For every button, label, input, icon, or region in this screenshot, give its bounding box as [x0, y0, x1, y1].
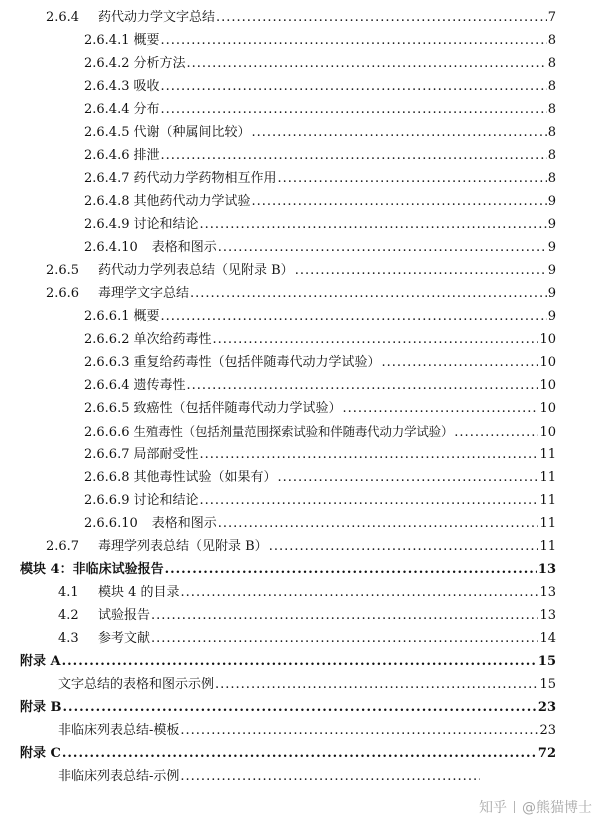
toc-entry-module-4[interactable]	[0, 558, 600, 581]
toc-leader	[63, 696, 537, 719]
toc-number: 2.6.4.2	[84, 56, 130, 71]
toc-entry-appendix-a-sub[interactable]	[0, 673, 600, 696]
toc-entry-appendix-b[interactable]	[0, 696, 600, 719]
watermark-site: 知乎	[479, 800, 507, 816]
toc-leader	[213, 328, 539, 351]
toc-page: 10	[539, 425, 556, 440]
toc-leader	[187, 374, 539, 397]
toc-title: 模块 4：非临床试验报告	[20, 562, 164, 577]
toc-leader	[161, 305, 547, 328]
toc-number: 2.6.4	[46, 10, 80, 25]
toc-entry-2-6-6-1[interactable]	[0, 305, 600, 328]
toc-leader	[200, 443, 539, 466]
toc-page: 15	[537, 654, 556, 669]
toc-page: 9	[547, 309, 556, 324]
toc-title: 代谢（种属间比较）	[133, 125, 251, 140]
toc-title: 表格和图示	[151, 240, 217, 255]
toc-title: 概要	[133, 33, 160, 48]
toc-number: 2.6.6.6	[84, 425, 130, 440]
toc-leader	[200, 213, 547, 236]
toc-page: 23	[537, 700, 556, 715]
toc-leader	[252, 121, 547, 144]
toc-leader	[62, 650, 537, 673]
toc-page: 8	[547, 171, 556, 186]
toc-page: 8	[547, 79, 556, 94]
toc-number: 2.6.6.3	[84, 355, 130, 370]
toc-page: 11	[539, 470, 556, 485]
toc-leader	[180, 719, 538, 742]
toc-title: 表格和图示	[151, 516, 217, 531]
toc-title: 吸收	[133, 79, 160, 94]
toc-entry-2-6-6-9[interactable]	[0, 489, 600, 512]
toc-entry-2-6-7[interactable]	[0, 535, 600, 558]
toc-title: 重复给药毒性（包括伴随毒代动力学试验）	[133, 355, 381, 370]
toc-page: 8	[547, 102, 556, 117]
toc-number: 2.6.4.6	[84, 148, 130, 163]
toc-entry-2-6-6-3[interactable]	[0, 351, 600, 374]
toc-page: 8	[547, 33, 556, 48]
toc-page: 72	[537, 746, 556, 761]
toc-title: 遗传毒性	[133, 378, 186, 393]
toc-page: 11	[539, 516, 556, 531]
toc-title: 附录 C	[20, 746, 61, 761]
toc-page: 15	[539, 677, 556, 692]
toc-entry-2-6-4-1[interactable]	[0, 29, 600, 52]
toc-page: 7	[547, 10, 556, 25]
toc-leader	[151, 627, 538, 650]
toc-entry-2-6-6-5[interactable]	[0, 397, 600, 420]
toc-page: 8	[547, 125, 556, 140]
toc-title: 毒理学列表总结（见附录 B）	[98, 539, 268, 554]
toc-title: 分布	[133, 102, 160, 117]
toc-leader	[187, 52, 547, 75]
toc-title: 讨论和结论	[133, 217, 199, 232]
toc-page: 11	[539, 447, 556, 462]
toc-title: 讨论和结论	[133, 493, 199, 508]
toc-leader	[180, 765, 480, 788]
toc-page: 13	[539, 608, 556, 623]
toc-number: 2.6.4.4	[84, 102, 130, 117]
watermark	[479, 797, 592, 817]
toc-entry-2-6-4-6[interactable]	[0, 144, 600, 167]
toc-number: 2.6.6.9	[84, 493, 130, 508]
toc-leader	[161, 75, 547, 98]
toc-title: 非临床列表总结-模板	[58, 723, 180, 738]
toc-leader	[165, 558, 537, 581]
toc-entry-appendix-c[interactable]	[0, 742, 600, 765]
toc-entry-4-3[interactable]	[0, 627, 600, 650]
toc-number: 2.6.5	[46, 263, 80, 278]
toc-title: 模块 4 的目录	[98, 585, 180, 600]
toc-leader	[269, 535, 539, 558]
toc-number: 4.2	[58, 608, 79, 623]
toc-entry-2-6-4-4[interactable]	[0, 98, 600, 121]
toc-title: 概要	[133, 309, 160, 324]
toc-title: 参考文献	[98, 631, 151, 646]
toc-leader	[161, 29, 547, 52]
toc-number: 2.6.4.1	[84, 33, 130, 48]
toc-entry-2-6-6-4[interactable]	[0, 374, 600, 397]
toc-entry-appendix-a[interactable]	[0, 650, 600, 673]
toc-title: 试验报告	[98, 608, 151, 623]
toc-leader	[278, 167, 547, 190]
toc-title: 生殖毒性（包括剂量范围探索试验和伴随毒代动力学试验）	[133, 424, 454, 439]
toc-leader	[252, 190, 547, 213]
toc-title: 毒理学文字总结	[98, 286, 190, 301]
toc-leader	[278, 466, 539, 489]
toc-entry-2-6-4-9[interactable]	[0, 213, 600, 236]
watermark-author: @熊猫博士	[522, 800, 592, 816]
toc-number: 2.6.4.9	[84, 217, 130, 232]
toc-title: 药代动力学文字总结	[98, 10, 216, 25]
toc-title: 药代动力学列表总结（见附录 B）	[98, 263, 294, 278]
toc-title: 其他药代动力学试验	[133, 194, 251, 209]
toc-page: 10	[539, 355, 556, 370]
toc-leader	[200, 489, 539, 512]
toc-entry-2-6-4-5[interactable]	[0, 121, 600, 144]
toc-title: 单次给药毒性	[133, 332, 212, 347]
toc-entry-2-6-6-10[interactable]	[0, 512, 600, 535]
toc-leader	[161, 144, 547, 167]
toc-entry-4-2[interactable]	[0, 604, 600, 627]
toc-title: 附录 B	[20, 700, 62, 715]
toc-leader	[215, 673, 538, 696]
toc-number: 2.6.4.10	[84, 240, 138, 255]
toc-entry-2-6-4[interactable]	[0, 6, 600, 29]
toc-entry-4-1[interactable]	[0, 581, 600, 604]
toc-entry-2-6-6-8[interactable]	[0, 466, 600, 489]
toc-number: 2.6.4.5	[84, 125, 130, 140]
toc-leader	[343, 397, 539, 420]
toc-entry-2-6-6-7[interactable]	[0, 443, 600, 466]
toc-page: 11	[539, 539, 556, 554]
toc-title: 非临床列表总结-示例	[58, 769, 180, 784]
toc-number: 2.6.6.8	[84, 470, 130, 485]
toc-leader	[295, 259, 547, 282]
toc-entry-2-6-6-2[interactable]	[0, 328, 600, 351]
toc-leader	[218, 236, 547, 259]
toc-leader	[218, 512, 539, 535]
toc-leader	[382, 351, 539, 374]
toc-entry-2-6-4-7[interactable]	[0, 167, 600, 190]
toc-leader	[216, 6, 547, 29]
toc-title: 致癌性（包括伴随毒代动力学试验）	[133, 401, 342, 416]
toc-number: 2.6.7	[46, 539, 80, 554]
toc-number: 4.3	[58, 631, 79, 646]
toc-page: 14	[539, 631, 556, 646]
toc-title: 其他毒性试验（如果有）	[133, 470, 277, 485]
toc-leader	[190, 282, 547, 305]
toc-title: 排泄	[133, 148, 160, 163]
toc-page: 8	[547, 56, 556, 71]
toc-number: 2.6.6.2	[84, 332, 130, 347]
toc-page: 9	[547, 263, 556, 278]
toc-entry-appendix-c-sub[interactable]	[0, 765, 600, 788]
toc-title: 局部耐受性	[133, 447, 199, 462]
toc-title: 附录 A	[20, 654, 61, 669]
toc-number: 2.6.6	[46, 286, 80, 301]
toc-title: 药代动力学药物相互作用	[133, 171, 277, 186]
toc-title: 文字总结的表格和图示示例	[58, 677, 215, 692]
toc-number: 2.6.4.7	[84, 171, 130, 186]
toc-page: 9	[547, 286, 556, 301]
toc-number: 2.6.4.3	[84, 79, 130, 94]
toc-entry-2-6-4-2[interactable]	[0, 52, 600, 75]
toc-entry-2-6-4-10[interactable]	[0, 236, 600, 259]
toc-page: 9	[547, 194, 556, 209]
toc-number: 2.6.6.1	[84, 309, 130, 324]
toc-page: 23	[539, 723, 556, 738]
toc-entry-2-6-4-3[interactable]	[0, 75, 600, 98]
toc-entry-2-6-5[interactable]	[0, 259, 600, 282]
toc-page: 9	[547, 240, 556, 255]
toc-number: 2.6.6.10	[84, 516, 138, 531]
toc-page: 10	[539, 332, 556, 347]
toc-page: 8	[547, 148, 556, 163]
toc-entry-2-6-6[interactable]	[0, 282, 600, 305]
toc-number: 2.6.4.8	[84, 194, 130, 209]
toc-entry-2-6-6-6[interactable]	[0, 420, 600, 443]
toc-leader	[454, 421, 538, 444]
toc-leader	[181, 581, 539, 604]
toc-leader	[161, 98, 547, 121]
toc-leader	[62, 742, 537, 765]
toc-page: 10	[539, 378, 556, 393]
toc-number: 2.6.6.5	[84, 401, 130, 416]
toc-leader	[151, 604, 538, 627]
toc-number: 2.6.6.4	[84, 378, 130, 393]
toc-number: 2.6.6.7	[84, 447, 130, 462]
toc-page: 10	[539, 401, 556, 416]
watermark-divider	[514, 801, 515, 813]
toc-page: 11	[539, 493, 556, 508]
toc-entry-2-6-4-8[interactable]	[0, 190, 600, 213]
toc-page: 13	[539, 585, 556, 600]
toc-title: 分析方法	[133, 56, 186, 71]
toc-page: 13	[537, 562, 556, 577]
toc-number: 4.1	[58, 585, 79, 600]
toc-entry-appendix-b-sub[interactable]	[0, 719, 600, 742]
toc-page: 9	[547, 217, 556, 232]
